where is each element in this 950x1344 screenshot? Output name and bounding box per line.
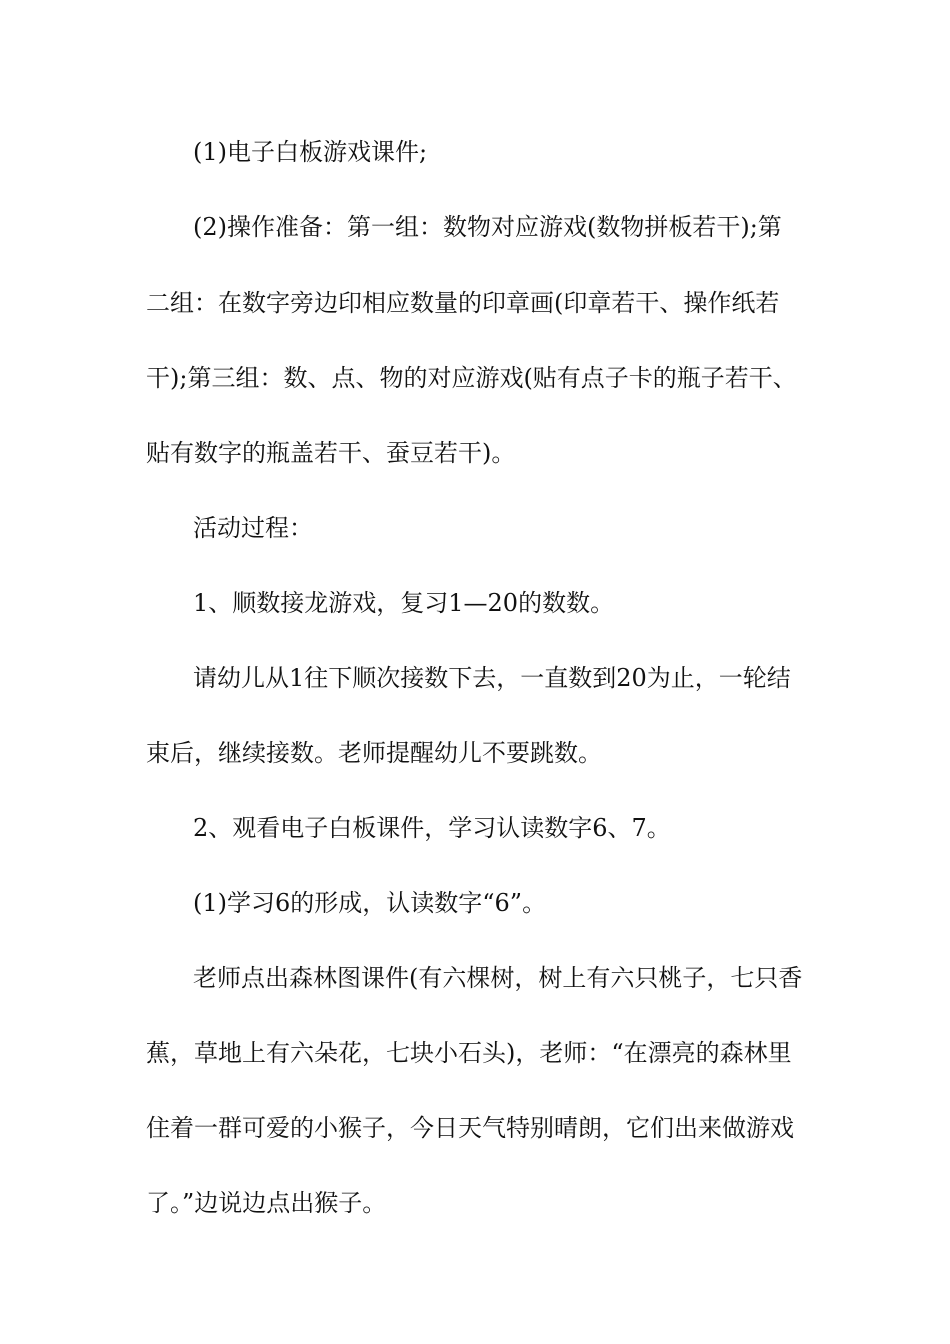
text-line: 束后，继续接数。老师提醒幼儿不要跳数。 <box>146 739 602 767</box>
text-line: (1)电子白板游戏课件; <box>193 138 428 166</box>
text-line: (2)操作准备：第一组：数物对应游戏(数物拼板若干);第 <box>193 213 782 241</box>
text-line: 蕉，草地上有六朵花，七块小石头)，老师：“在漂亮的森林里 <box>146 1039 792 1067</box>
text-line: 1、顺数接龙游戏，复习1—20的数数。 <box>193 589 615 617</box>
text-line: 二组：在数字旁边印相应数量的印章画(印章若干、操作纸若 <box>146 289 780 317</box>
text-line: 2、观看电子白板课件，学习认读数字6、7。 <box>193 814 671 842</box>
text-line: (1)学习6的形成，认读数字“6”。 <box>193 889 547 917</box>
text-line: 了。”边说边点出猴子。 <box>146 1189 387 1217</box>
text-line: 贴有数字的瓶盖若干、蚕豆若干)。 <box>146 439 516 467</box>
text-line: 干);第三组：数、点、物的对应游戏(贴有点子卡的瓶子若干、 <box>146 364 797 392</box>
text-line: 请幼儿从1往下顺次接数下去，一直数到20为止，一轮结 <box>193 664 791 692</box>
text-line: 住着一群可爱的小猴子，今日天气特别晴朗，它们出来做游戏 <box>146 1114 794 1142</box>
text-line: 老师点出森林图课件(有六棵树，树上有六只桃子，七只香 <box>193 964 803 992</box>
text-line: 活动过程： <box>193 514 313 542</box>
